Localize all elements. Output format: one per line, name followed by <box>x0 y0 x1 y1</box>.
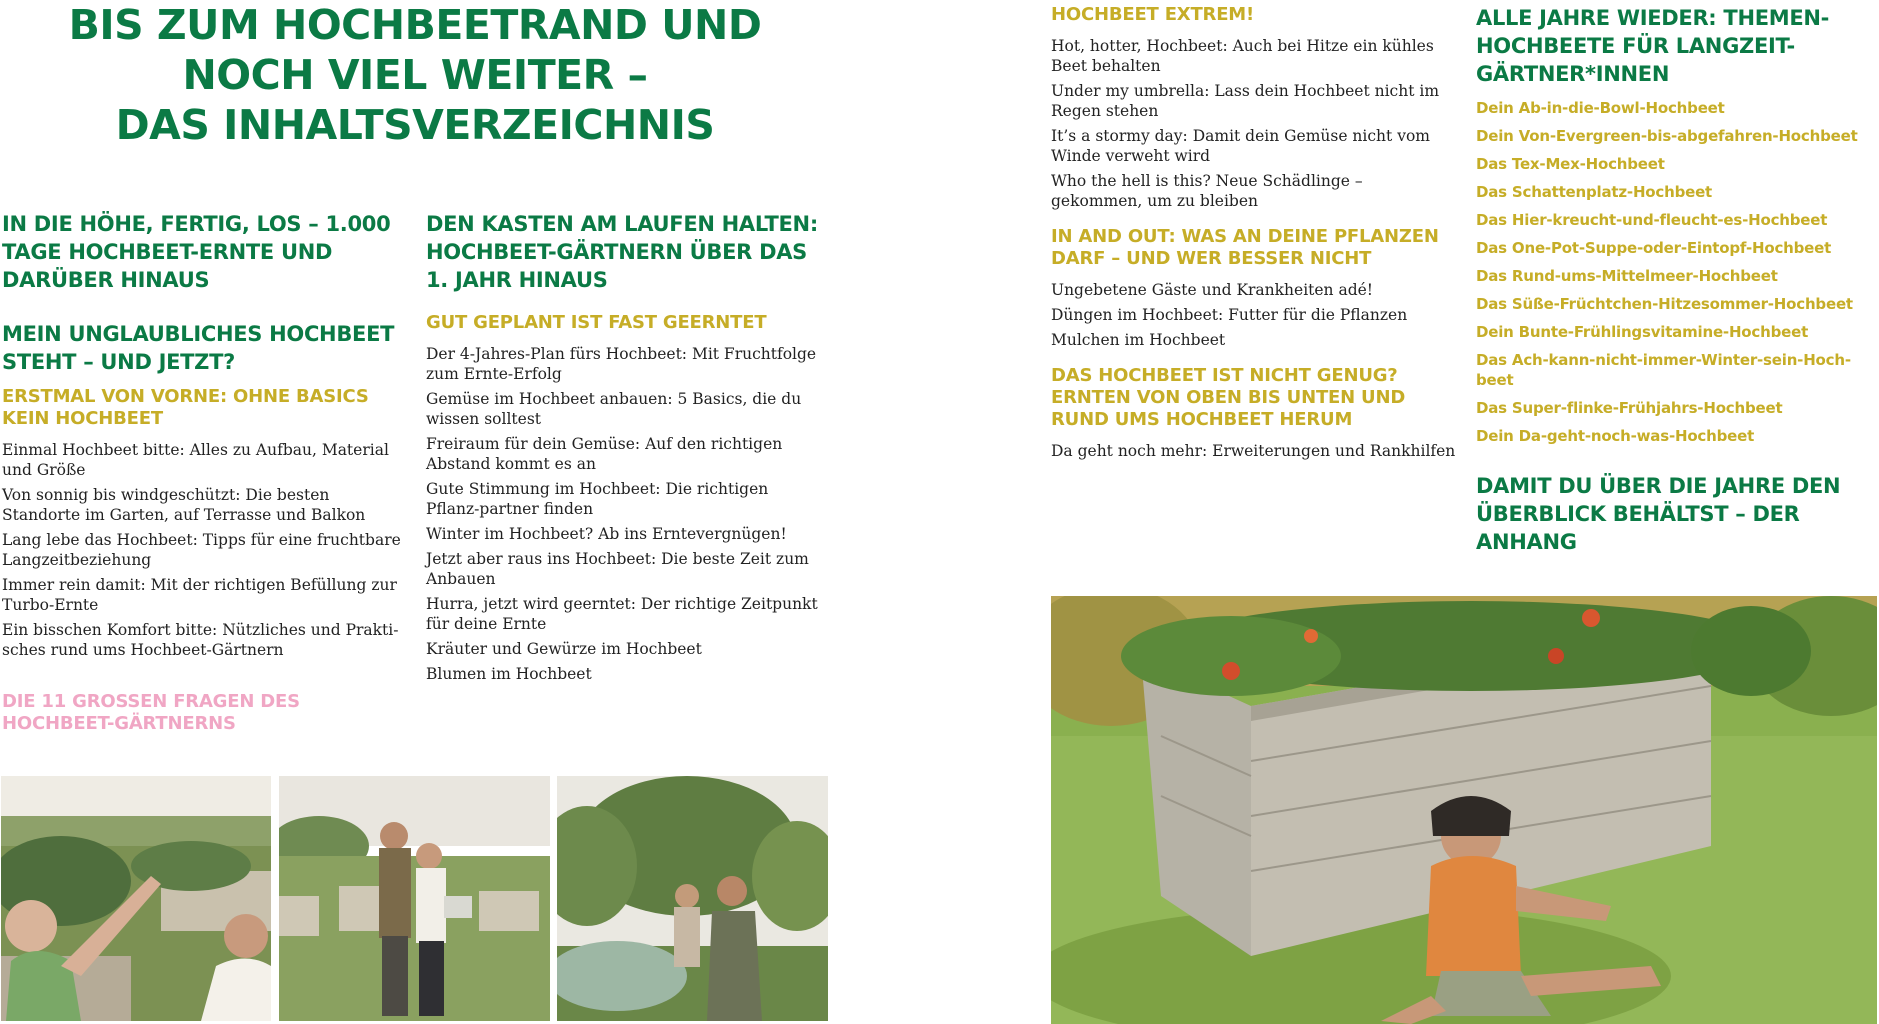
toc-entry: Mulchen im Hochbeet <box>1051 331 1226 349</box>
toc-entry: Gute Stimmung im Hochbeet: Die richtigen Pflanz-partner finden <box>426 480 769 518</box>
title-line-2: NOCH VIEL WEITER – <box>182 51 648 99</box>
toc-column-1 <box>2 210 404 735</box>
toc-entry: Kräuter und Gewürze im Hochbeet <box>426 640 702 658</box>
toc-entry: Das Süße-Früchtchen-Hitzesommer-Hochbeet <box>1476 295 1853 313</box>
toc-entry: Das Rund-ums-Mittelmeer-Hochbeet <box>1476 267 1778 285</box>
toc-entry: Jetzt aber raus ins Hochbeet: Die beste Zeit zum Anbauen <box>426 550 809 588</box>
toc-entry: Ein bisschen Komfort bitte: Nützliches und Prakti-sches rund ums Hochbeet-Gärtnern <box>2 621 399 659</box>
toc-column-3 <box>1051 4 1457 466</box>
title-line-1: BIS ZUM HOCHBEETRAND UND <box>68 1 762 49</box>
toc-entry: Ungebetene Gäste und Krankheiten adé! <box>1051 281 1374 299</box>
toc-entry: Von sonnig bis windgeschützt: Die besten Standorte im Garten, auf Terrasse und Balkon <box>2 486 366 524</box>
section-heading: ALLE JAHRE WIEDER: THEMEN-HOCHBEETE FÜR LANGZEIT-GÄRTNER*INNEN <box>1476 6 1830 86</box>
toc-entry: Dein Ab-in-die-Bowl-Hochbeet <box>1476 99 1725 117</box>
pink-chapter-heading: DIE 11 GROSSEN FRAGEN DES HOCHBEET-GÄRTNERNS <box>2 691 300 734</box>
photo-woman-raised-bed <box>1051 596 1877 1024</box>
toc-entry: Immer rein damit: Mit der richtigen Befüllung zur Turbo-Ernte <box>2 576 397 614</box>
title-line-3: DAS INHALTSVERZEICHNIS <box>115 101 715 149</box>
chapter-heading: ERSTMAL VON VORNE: OHNE BASICS KEIN HOCHBEET <box>2 386 369 429</box>
toc-entry: Under my umbrella: Lass dein Hochbeet nicht im Regen stehen <box>1051 82 1440 120</box>
photo-high-five <box>1 776 271 1021</box>
chapter-heading: IN AND OUT: WAS AN DEINE PFLANZEN DARF – UND WER BESSER NICHT <box>1051 226 1439 269</box>
toc-entry: Das Schattenplatz-Hochbeet <box>1476 183 1713 201</box>
section-heading: IN DIE HÖHE, FERTIG, LOS – 1.000 TAGE HOCHBEET-ERNTE UND DARÜBER HINAUS <box>2 212 391 292</box>
toc-entry: Das Super-flinke-Frühjahrs-Hochbeet <box>1476 399 1783 417</box>
toc-entry: Freiraum für dein Gemüse: Auf den richtigen Abstand kommt es an <box>426 435 783 473</box>
toc-entry: Dein Von-Evergreen-bis-abgefahren-Hochbeet <box>1476 127 1858 145</box>
toc-entry: Düngen im Hochbeet: Futter für die Pflanzen <box>1051 306 1408 324</box>
toc-entry: Das Ach-kann-nicht-immer-Winter-sein-Hoch-beet <box>1476 351 1851 389</box>
toc-entry: Gemüse im Hochbeet anbauen: 5 Basics, die du wissen solltest <box>426 390 802 428</box>
toc-entry: Da geht noch mehr: Erweiterungen und Rankhilfen <box>1051 442 1456 460</box>
toc-entry: Dein Da-geht-noch-was-Hochbeet <box>1476 427 1755 445</box>
photo-couple-garden <box>279 776 550 1021</box>
page-title <box>0 0 830 150</box>
appendix-heading: DAMIT DU ÜBER DIE JAHRE DEN ÜBERBLICK BEHÄLTST – DER ANHANG <box>1476 474 1841 554</box>
photo-men-garden <box>557 776 828 1021</box>
toc-entry: Who the hell is this? Neue Schädlinge – gekommen, um zu bleiben <box>1051 172 1363 210</box>
toc-entry: Hot, hotter, Hochbeet: Auch bei Hitze ein kühles Beet behalten <box>1051 37 1434 75</box>
chapter-heading: HOCHBEET EXTREM! <box>1051 4 1255 25</box>
chapter-heading: GUT GEPLANT IST FAST GEERNTET <box>426 312 767 333</box>
toc-entry: Das One-Pot-Suppe-oder-Eintopf-Hochbeet <box>1476 239 1832 257</box>
toc-entry: Dein Bunte-Frühlingsvitamine-Hochbeet <box>1476 323 1809 341</box>
chapter-heading: DAS HOCHBEET IST NICHT GENUG? ERNTEN VON OBEN BIS UNTEN UND RUND UMS HOCHBEET HERUM <box>1051 365 1406 430</box>
toc-entry: Das Tex-Mex-Hochbeet <box>1476 155 1665 173</box>
toc-entry: Das Hier-kreucht-und-fleucht-es-Hochbeet <box>1476 211 1828 229</box>
toc-entry: Hurra, jetzt wird geerntet: Der richtige Zeitpunkt für deine Ernte <box>426 595 818 633</box>
toc-entry: Lang lebe das Hochbeet: Tipps für eine fruchtbare Langzeitbeziehung <box>2 531 401 569</box>
section-heading: DEN KASTEN AM LAUFEN HALTEN: HOCHBEET-GÄRTNERN ÜBER DAS 1. JAHR HINAUS <box>426 212 818 292</box>
toc-entry: Der 4-Jahres-Plan fürs Hochbeet: Mit Fruchtfolge zum Ernte-Erfolg <box>426 345 817 383</box>
toc-column-4 <box>1476 4 1876 556</box>
toc-entry: It’s a stormy day: Damit dein Gemüse nicht vom Winde verweht wird <box>1051 127 1430 165</box>
toc-entry: Winter im Hochbeet? Ab ins Erntevergnügen! <box>426 525 787 543</box>
toc-column-2 <box>426 210 826 689</box>
toc-entry: Blumen im Hochbeet <box>426 665 592 683</box>
section-subheading: MEIN UNGLAUBLICHES HOCHBEET STEHT – UND JETZT? <box>2 322 395 374</box>
toc-entry: Einmal Hochbeet bitte: Alles zu Aufbau, Material und Größe <box>2 441 389 479</box>
